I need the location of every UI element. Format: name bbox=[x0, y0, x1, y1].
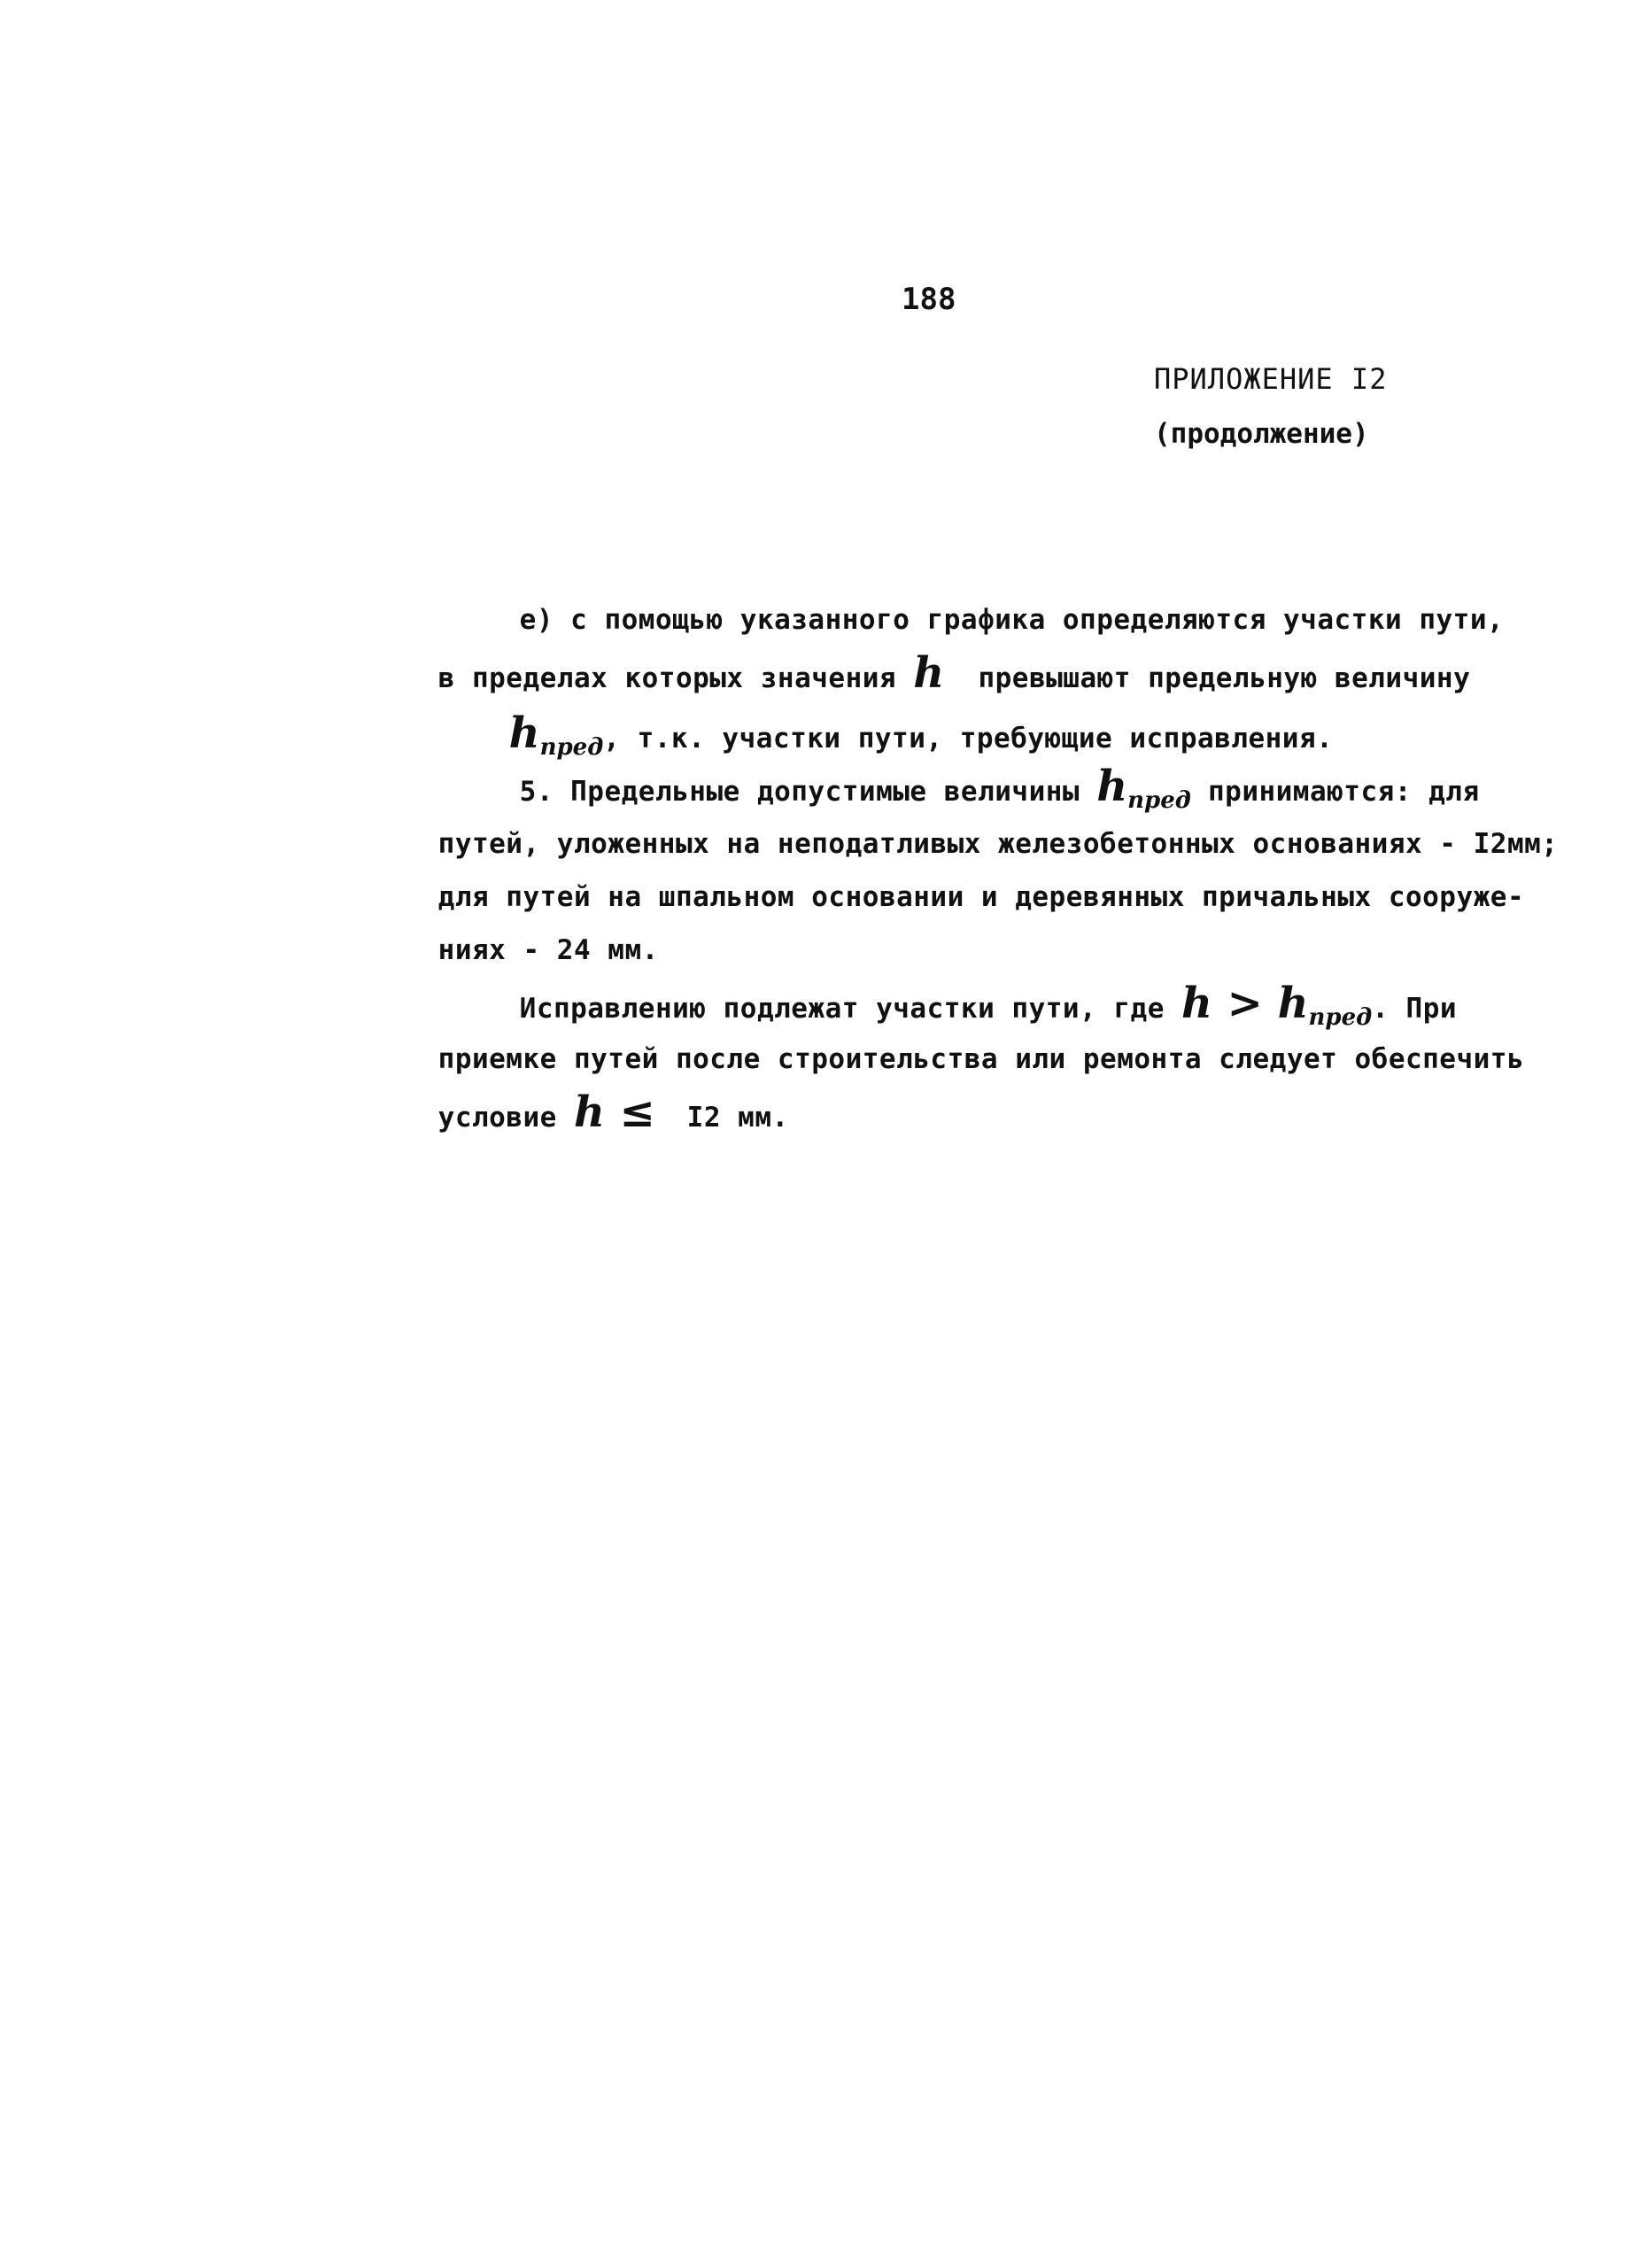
paragraph-fix-line-3 bbox=[370, 1059, 789, 1171]
handwritten-greater-than: > bbox=[1212, 979, 1278, 1028]
text-run: . При bbox=[1372, 993, 1458, 1025]
handwritten-less-or-equal: ≤ bbox=[604, 1088, 670, 1137]
text-run: ниях - 24 мм. bbox=[437, 934, 659, 966]
text-run: I2 мм. bbox=[670, 1102, 789, 1134]
handwritten-subscript: пред bbox=[1127, 787, 1191, 814]
text-run: для путей на шпальном основании и деревянных причальных сооруже- bbox=[437, 881, 1525, 913]
handwritten-h: h bbox=[508, 708, 540, 758]
handwritten-h: h bbox=[573, 1088, 605, 1137]
handwritten-h: h bbox=[1096, 762, 1128, 811]
text-run: е) с помощью указанного графика определяются участки пути, bbox=[519, 604, 1505, 636]
handwritten-subscript: пред bbox=[539, 734, 604, 761]
text-run: условие bbox=[437, 1102, 574, 1134]
text-run: приемке путей после строительства или ремонта следует обеспечить bbox=[437, 1043, 1525, 1075]
handwritten-subscript: пред bbox=[1308, 1004, 1373, 1031]
text-run: Исправлению подлежат участки пути, где bbox=[519, 993, 1182, 1025]
appendix-subtitle: (продолжение) bbox=[1154, 418, 1369, 450]
handwritten-h: h bbox=[1277, 979, 1309, 1028]
page-number: 188 bbox=[902, 282, 956, 317]
appendix-title: ПРИЛОЖЕНИЕ I2 bbox=[1154, 362, 1388, 396]
handwritten-h: h bbox=[1181, 979, 1212, 1028]
text-run: 5. Предельные допустимые величины bbox=[519, 776, 1097, 808]
text-run: , т.к. участки пути, требующие исправления. bbox=[603, 723, 1334, 755]
text-run: принимаются: для bbox=[1190, 776, 1480, 808]
handwritten-h: h bbox=[913, 648, 945, 698]
text-run: в пределах которых значения bbox=[437, 662, 914, 694]
text-run: превышают предельную величину bbox=[944, 662, 1471, 694]
text-run: путей, уложенных на неподатливых железобетонных основаниях - I2мм; bbox=[437, 828, 1559, 860]
